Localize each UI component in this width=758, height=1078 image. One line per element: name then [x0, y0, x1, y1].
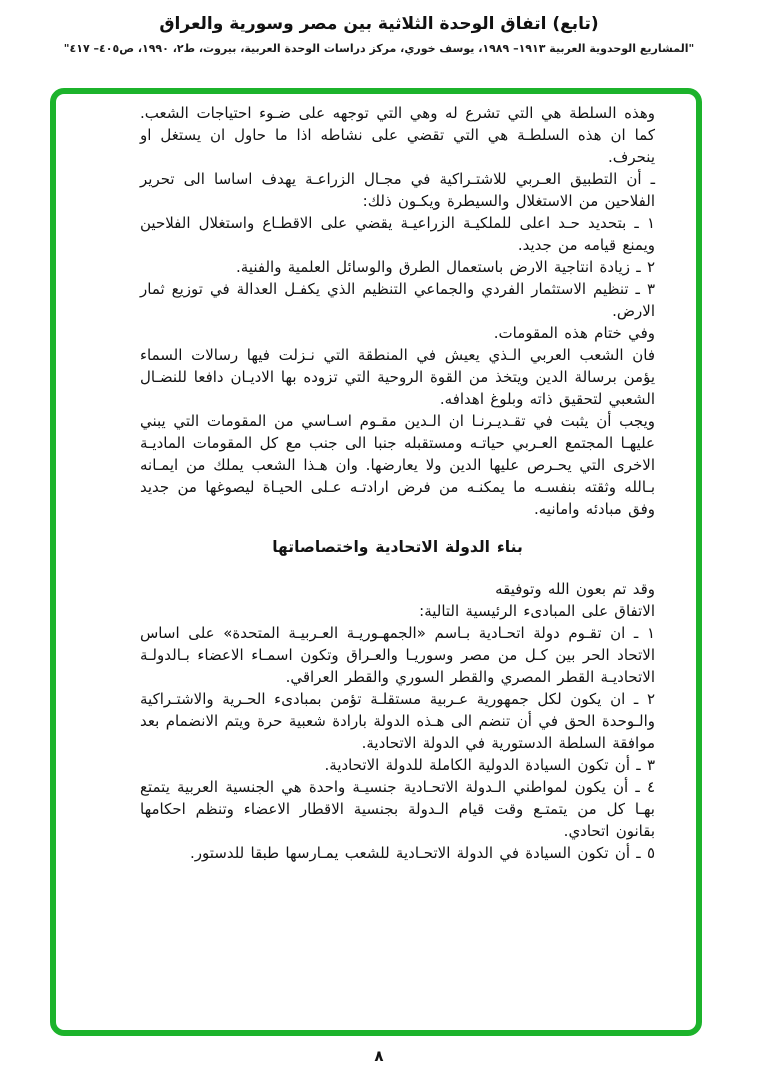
- green-frame: [50, 88, 702, 1036]
- paragraph: ٤ ـ أن يكون لمواطني الـدولة الاتحـادية جنسيـة واحدة هي الجنسية العربية يتمتع بهـا كل من يتمتـع وقت قيام الـدولة بجنسية الاقطار الاعضاء وتنظم احكامها بقانون اتحادي.: [140, 778, 655, 840]
- paragraph: ١ ـ بتحديد حـد اعلى للملكيـة الزراعيـة يقضي على الاقطـاع واستغلال الفلاحين ويمنع قيامه من جديد.: [140, 214, 655, 254]
- page-number: ٨: [374, 1047, 384, 1065]
- source-citation: "المشاريع الوحدوية العربية ١٩١٣– ١٩٨٩، يوسف خوري، مركز دراسات الوحدة العربية، بيروت، ط٢، ١٩٩٠، ص٤٠٥– ٤١٧": [63, 42, 695, 55]
- paragraph: وقد تم بعون الله وتوفيقه: [495, 580, 655, 598]
- paragraph: وفي ختام هذه المقومات.: [493, 324, 655, 342]
- paragraph: ويجب أن يثبت في تقـديـرنـا ان الـدين مقـوم اسـاسي من المقومات التي يبني عليهـا المجتمع العـربي حياتـه ومستقبله جنبا الى جنب مع كل المقومات الماديـة الاخرى التي يحـرص عليها الدين ولا يعارضها. وان هـذا الشعب يملك من ايمـانه بـالله وثقته بنفسـه ما يمكنـه من فرض ارادتـه عـلى الحيـاة ليصوغها من جديد وفق مبادئه وامانيه.: [140, 412, 655, 518]
- paragraph: ٢ ـ ان يكون لكل جمهورية عـربية مستقلـة تؤمن بمبادىء الحـرية والاشتـراكية والـوحدة الحق في أن تنضم الى هـذه الدولة بارادة شعبية حرة ويتم الانضمام بعد موافقة السلطة الدستورية في الدولة الاتحادية.: [140, 690, 655, 752]
- paragraph: ـ أن التطبيق العـربي للاشتـراكية في مجـال الزراعـة يهدف اساسا الى تحرير الفلاحين من الاستغلال والسيطرة ويكـون ذلك:: [140, 170, 655, 210]
- document-body: [140, 102, 655, 864]
- page-header: [0, 0, 758, 55]
- paragraph: ٢ ـ زيادة انتاجية الارض باستعمال الطرق والوسائل العلمية والفنية.: [236, 258, 655, 276]
- page-title: (تابع) اتفاق الوحدة الثلاثية بين مصر وسورية والعراق: [159, 14, 599, 34]
- paragraph: ٣ ـ تنظيم الاستثمار الفردي والجماعي التنظيم الذي يكفـل العدالة في توزيع ثمار الارض.: [140, 280, 655, 320]
- paragraph: ٣ ـ أن تكون السيادة الدولية الكاملة للدولة الاتحادية.: [324, 756, 655, 774]
- paragraph: فان الشعب العربي الـذي يعيش في المنطقة التي نـزلت فيها رسالات السماء يؤمن برسالة الدين ويتخذ من القوة الروحية التي تزوده بها الاديـان دافعا للنضـال الشعبي لتحقيق ذاته وبلوغ اهدافه.: [140, 346, 655, 408]
- section-heading: بناء الدولة الاتحادية واختصاصاتها: [272, 538, 523, 556]
- paragraph: ١ ـ ان تقـوم دولة اتحـادية بـاسم «الجمهـوريـة العـربيـة المتحدة» على اساس الاتحاد الحر بين كـل من مصر وسوريـا والعـراق وتكون اسمـاء الاعضاء بـالدولـة الاتحاديـة القطر المصري والقطر السوري والقطر العراقي.: [140, 624, 655, 686]
- paragraph: الاتفاق على المبادىء الرئيسية التالية:: [419, 602, 655, 620]
- paragraph: وهذه السلطة هي التي تشرع له وهي التي توجهه على ضـوء احتياجات الشعب. كما ان هذه السلطـة هي التي تقضي على نشاطه اذا ما حاول ان يستغل او ينحرف.: [140, 104, 655, 166]
- paragraph: ٥ ـ أن تكون السيادة في الدولة الاتحـادية للشعب يمـارسها طبقا للدستور.: [189, 844, 655, 862]
